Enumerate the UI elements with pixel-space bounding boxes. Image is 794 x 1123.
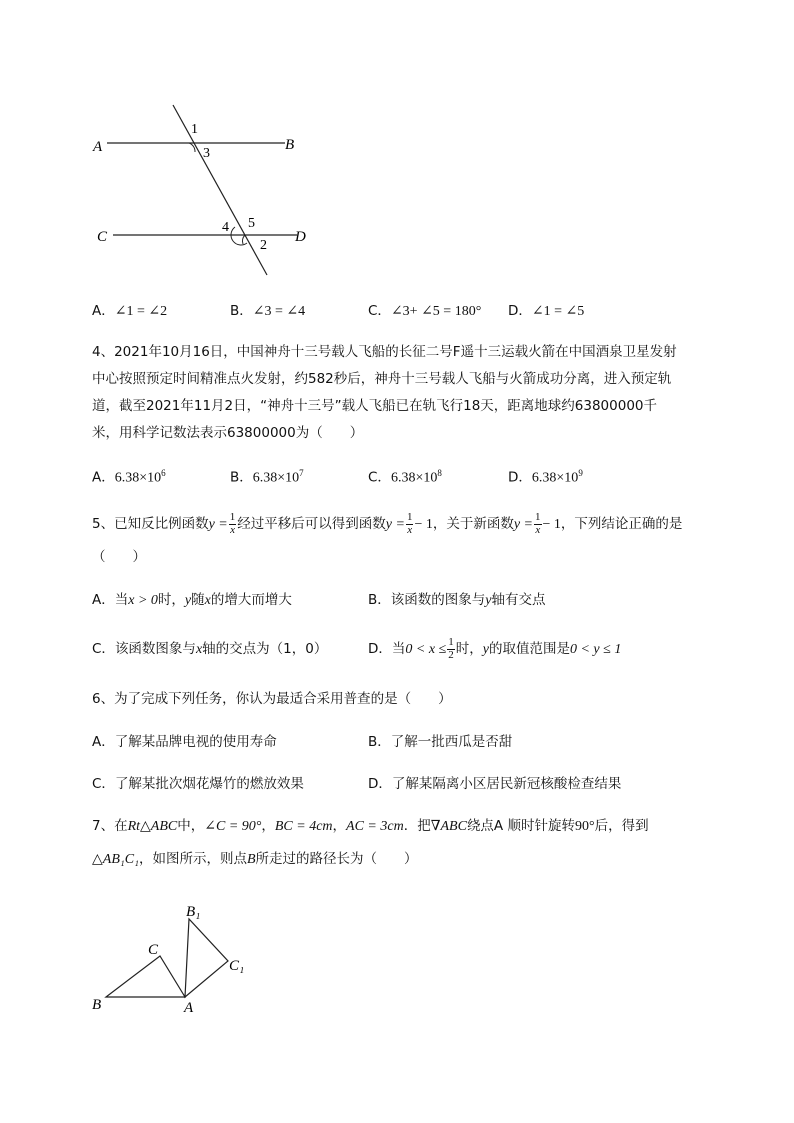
option-text: 了解一批西瓜是否甜 [390, 734, 513, 750]
option-mantissa: 6.38×10 [390, 470, 438, 486]
option-text: 该函数图象与 [114, 641, 196, 657]
q6-option-d[interactable] [368, 778, 621, 792]
q5-option-c[interactable] [92, 643, 327, 657]
option-text: 时， [455, 641, 483, 657]
fraction-numerator: 1 [229, 511, 236, 523]
stem-text: 中， [177, 818, 205, 834]
option-text: 时， [157, 592, 185, 608]
option-exponent: 7 [299, 468, 304, 478]
option-letter: C． [92, 776, 115, 792]
option-text: 随 [191, 592, 205, 608]
q6-option-b[interactable] [368, 736, 512, 750]
q4-option-c[interactable] [368, 469, 442, 486]
label-a: A [184, 1000, 194, 1016]
option-letter: B． [368, 592, 391, 608]
triangle-ab1c1 [185, 919, 228, 997]
q3-option-c[interactable] [368, 305, 481, 319]
label-b1: B₁ [186, 904, 201, 920]
option-letter: A． [92, 592, 115, 608]
label-angle-2: 2 [260, 238, 267, 253]
stem-text: 后，得到 [594, 818, 649, 834]
math-y-eq: y = [208, 517, 228, 533]
q3-option-b[interactable] [230, 305, 305, 319]
option-text: 了解某批次烟花爆竹的燃放效果 [114, 776, 304, 792]
stem-math: ∇ABC [430, 819, 467, 834]
option-letter: A． [92, 734, 115, 750]
stem-math: ∠C = 90° [204, 819, 262, 834]
stem-text: ．把 [403, 818, 431, 834]
q5-stem-line-1 [92, 512, 682, 536]
option-letter: D． [508, 303, 532, 319]
option-exponent: 6 [161, 468, 166, 478]
option-letter: B． [230, 469, 253, 486]
label-b: B [92, 997, 102, 1013]
stem-math: 90° [574, 819, 595, 834]
option-letter: D． [368, 641, 392, 657]
math-minus-one: − 1 [414, 517, 433, 533]
option-text: 了解某品牌电视的使用寿命 [114, 734, 277, 750]
option-letter: C． [368, 303, 391, 319]
q4-stem-line-3: 道，截至2021年11月2日，“神舟十三号”载人飞船已在轨飞行18天，距离地球约63800000千 [92, 398, 658, 414]
option-math: x [195, 642, 203, 657]
fraction-numerator: 1 [406, 511, 413, 523]
stem-math: AC = 3cm [346, 819, 404, 834]
q5-option-d[interactable] [368, 634, 621, 665]
option-text: 了解某隔离小区居民新冠核酸检查结果 [391, 776, 622, 792]
label-c: C [148, 942, 159, 958]
rotated-triangle-figure [88, 898, 258, 1018]
stem-text: 经过平移后可以得到函数 [237, 516, 386, 533]
fraction-denominator: x [407, 523, 413, 536]
option-letter: A． [92, 469, 115, 486]
stem-math: BC = 4cm [274, 819, 333, 834]
q5-option-a[interactable] [92, 594, 292, 608]
q4-stem-line-2: 中心按照预定时间精准点火发射，约582秒后，神舟十三号载人飞船与火箭成功分离，进入预定轨 [92, 371, 672, 387]
angle-arc-3 [243, 235, 245, 244]
option-math: x > 0 [128, 593, 158, 608]
stem-math: △AB₁C₁ [92, 852, 139, 867]
q4-stem-line-1: 4、2021年10月16日，中国神舟十三号载人飞船的长征二号F遥十三运载火箭在中国酒泉卫星发射 [92, 344, 677, 360]
stem-math: B [246, 852, 256, 867]
option-letter: B． [230, 303, 253, 319]
option-text: ∠3+ ∠5 = 180° [390, 304, 482, 319]
stem-text: 绕点A 顺时针旋转 [466, 818, 575, 834]
label-c1: C₁ [229, 958, 245, 974]
label-a: A [93, 139, 103, 155]
option-exponent: 9 [578, 468, 583, 478]
option-text: 轴的交点为（1，0） [202, 641, 328, 657]
option-math: 0 < y ≤ 1 [569, 642, 622, 657]
q4-option-a[interactable] [92, 469, 166, 486]
fraction-denominator: 2 [448, 648, 454, 661]
q4-option-b[interactable] [230, 469, 304, 486]
option-letter: C． [368, 469, 391, 486]
label-angle-3: 3 [203, 146, 210, 161]
option-letter: A． [92, 303, 115, 319]
label-angle-5: 5 [248, 216, 255, 231]
option-math: x [204, 593, 211, 608]
option-letter: C． [92, 641, 115, 657]
q6-option-a[interactable] [92, 736, 277, 750]
option-math: y [184, 593, 192, 608]
option-text: 当 [391, 641, 406, 657]
label-angle-1: 1 [191, 122, 198, 137]
label-d: D [295, 229, 306, 245]
fraction-denominator: x [535, 523, 541, 536]
option-text: 轴有交点 [491, 592, 546, 608]
option-letter: B． [368, 734, 391, 750]
option-mantissa: 6.38×10 [114, 470, 162, 486]
q4-option-d[interactable] [508, 469, 583, 486]
q7-stem-line-1 [92, 820, 649, 834]
stem-text: 5、已知反比例函数 [92, 516, 209, 533]
q3-option-a[interactable] [92, 305, 167, 319]
q5-option-b[interactable] [368, 594, 545, 608]
option-math: y [482, 642, 489, 657]
option-mantissa: 6.38×10 [252, 470, 300, 486]
stem-text: ，关于新函数 [432, 516, 514, 533]
fraction-1-over-x [534, 512, 542, 536]
stem-text: 7、在 [92, 818, 128, 834]
stem-text: 所走过的路径长为（ ） [255, 851, 418, 867]
fraction-1-over-x [229, 512, 237, 536]
option-letter: D． [368, 776, 392, 792]
stem-text: ， [261, 818, 275, 834]
q3-option-d[interactable] [508, 305, 584, 319]
option-math: 0 < x ≤ [405, 642, 447, 657]
option-text: 该函数的图象与 [390, 592, 486, 608]
q7-stem-line-2 [92, 853, 418, 867]
option-exponent: 8 [437, 468, 442, 478]
option-text: ∠3 = ∠4 [252, 304, 306, 319]
label-b: B [285, 137, 295, 153]
transversal [173, 105, 267, 275]
stem-text: ，如图所示，则点 [138, 851, 247, 867]
stem-text: ，下列结论正确的是 [560, 516, 683, 533]
option-text: 的取值范围是 [488, 641, 570, 657]
fraction-denominator: x [230, 523, 235, 536]
math-y-eq: y = [385, 517, 405, 533]
option-text: ∠1 = ∠2 [114, 304, 168, 319]
fraction-1-over-x [406, 512, 414, 536]
q5-stem-line-2: （ ） [92, 549, 146, 565]
q6-option-c[interactable] [92, 778, 304, 792]
fraction-numerator: 1 [448, 635, 454, 648]
fraction-numerator: 1 [535, 511, 541, 523]
parallel-lines-figure [85, 95, 325, 285]
triangle-abc [106, 956, 185, 997]
stem-text: ， [332, 818, 347, 834]
stem-math: Rt△ABC [127, 819, 178, 834]
q4-stem-line-4: 米，用科学记数法表示63800000为（ ） [92, 425, 364, 441]
option-text: 的增大而增大 [210, 592, 292, 608]
math-y-eq: y = [513, 517, 534, 533]
label-c: C [97, 229, 108, 245]
option-text: ∠1 = ∠5 [531, 304, 585, 319]
option-math: y [485, 593, 492, 608]
option-letter: D． [508, 469, 532, 486]
option-mantissa: 6.38×10 [531, 470, 579, 486]
fraction-one-half [447, 637, 455, 661]
label-angle-4: 4 [222, 220, 229, 235]
option-text: 当 [114, 592, 129, 608]
math-minus-one: − 1 [542, 517, 561, 533]
q6-stem: 6、为了完成下列任务，你认为最适合采用普查的是（ ） [92, 691, 452, 707]
